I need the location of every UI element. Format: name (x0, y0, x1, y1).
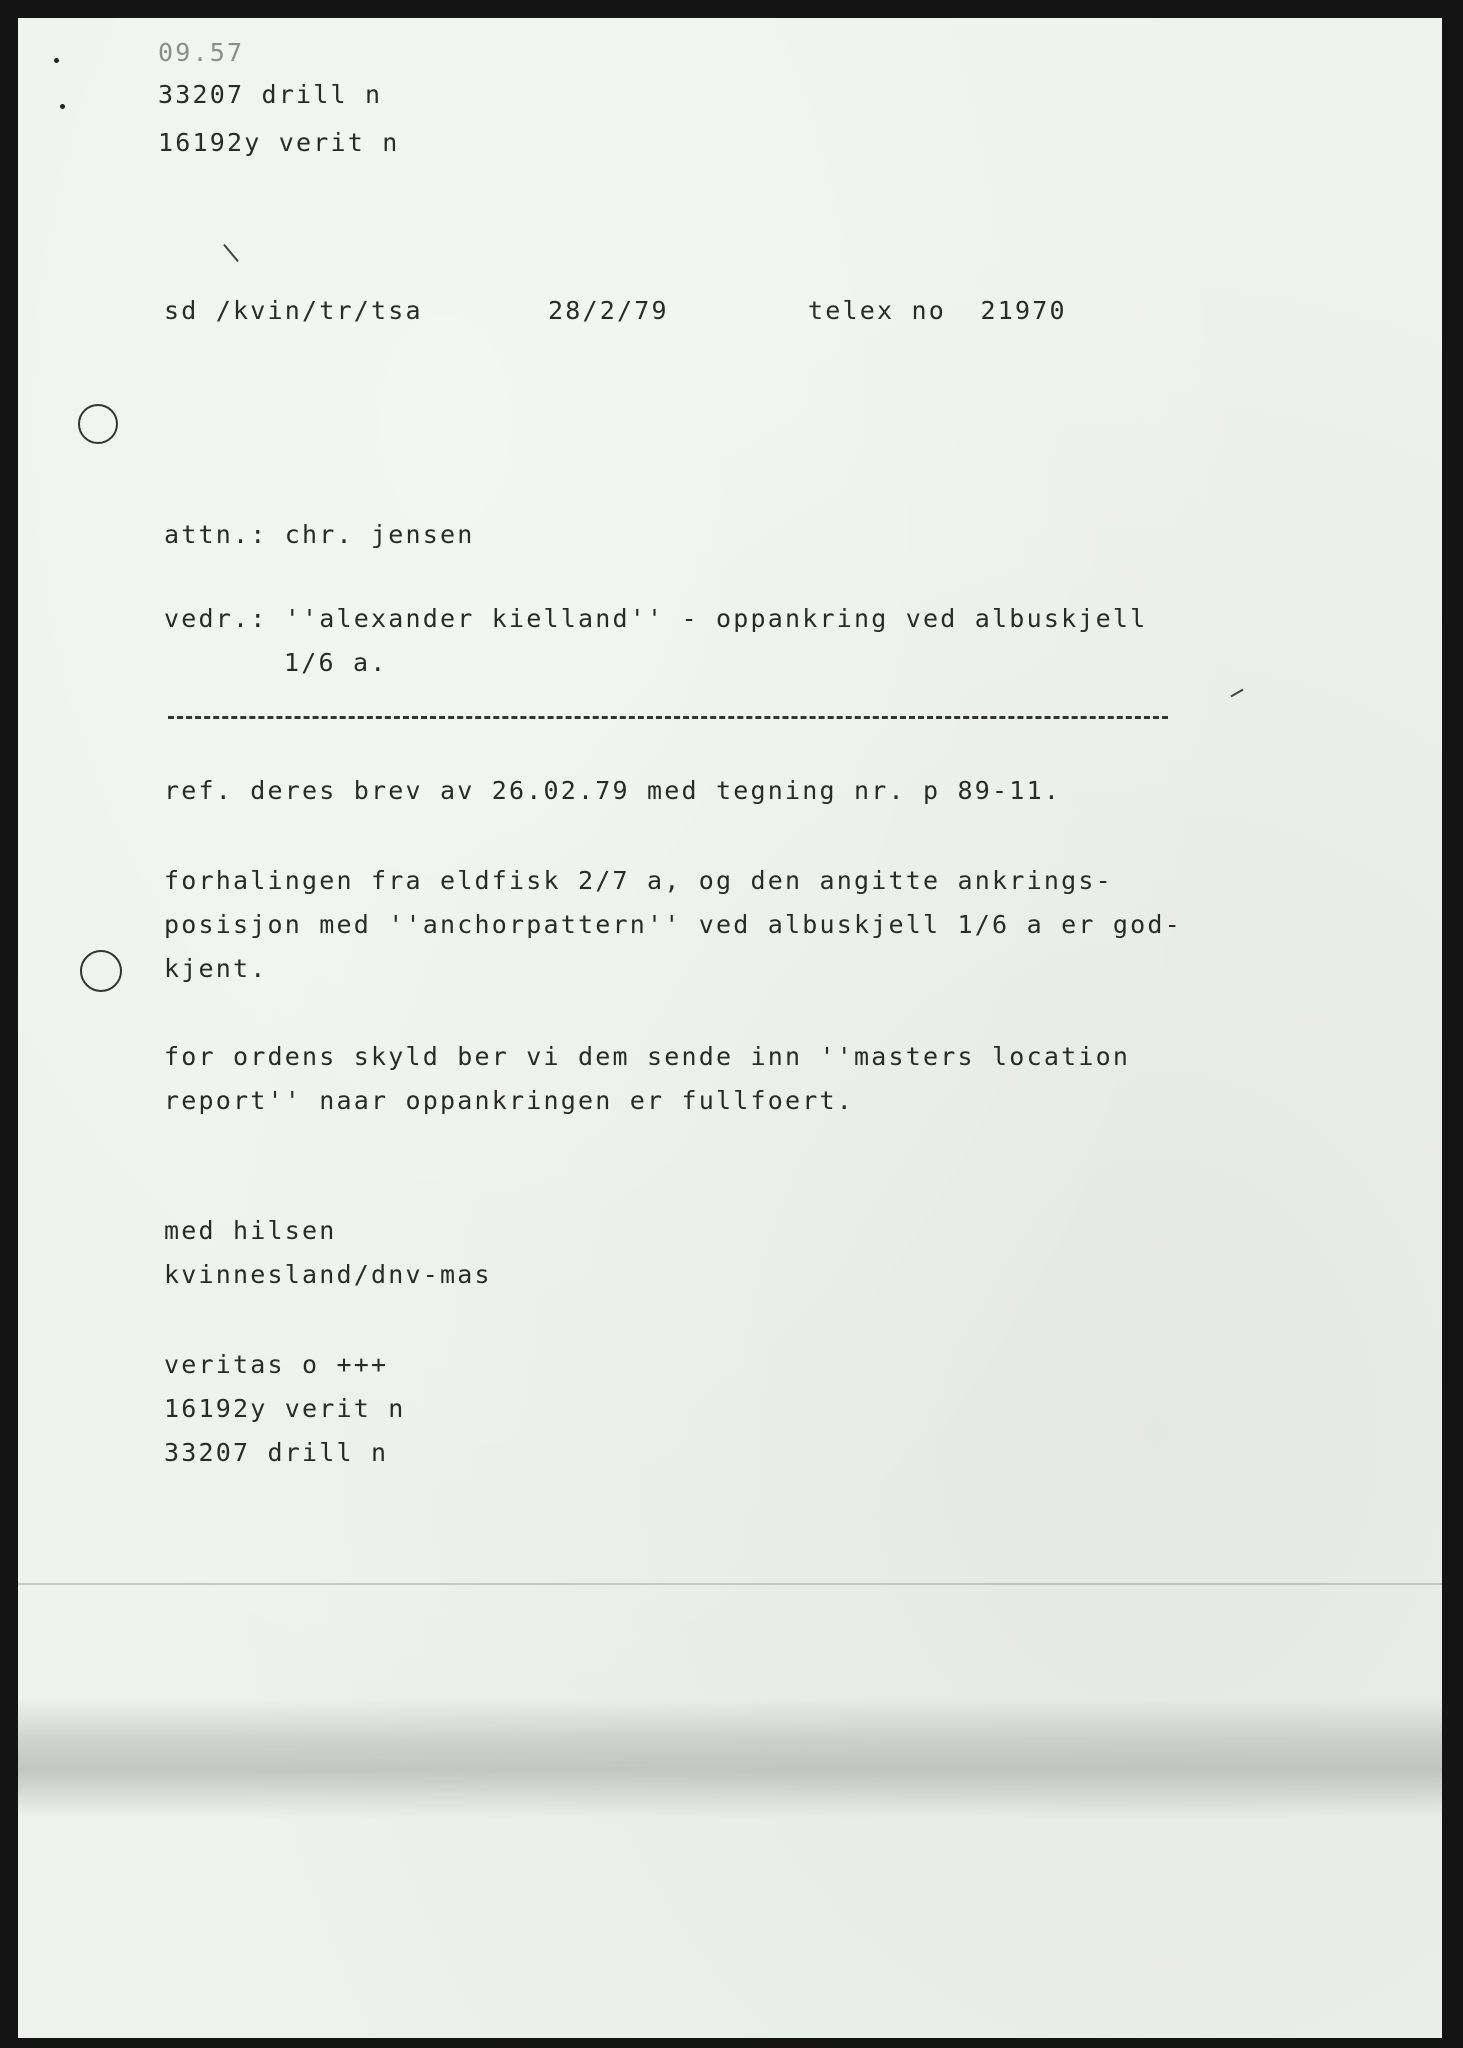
stray-mark (223, 244, 239, 262)
closing-signature: kvinnesland/dnv-mas (164, 1260, 492, 1289)
closing-greeting: med hilsen (164, 1216, 337, 1245)
header-code: 09.57 (158, 38, 245, 67)
subject-underline (168, 716, 1168, 719)
subject-line-2: 1/6 a. (284, 648, 388, 677)
scan-shadow-band (18, 1698, 1442, 1818)
sender-reference: sd /kvin/tr/tsa (164, 296, 423, 325)
reference-sentence: ref. deres brev av 26.02.79 med tegning nr. p 89-11. (164, 776, 1062, 805)
header-answerback-1: 33207 drill n (158, 80, 383, 109)
scan-fold-line (18, 1583, 1442, 1585)
document-page (18, 18, 1442, 2038)
attention-line: attn.: chr. jensen (164, 520, 475, 549)
message-date: 28/2/79 (548, 296, 669, 325)
header-answerback-2: 16192y verit n (158, 128, 400, 157)
telex-number: telex no 21970 (808, 296, 1067, 325)
subject-line-1: vedr.: ''alexander kielland'' - oppankring ved albuskjell (164, 604, 1148, 633)
paragraph-1-line-3: kjent. (164, 954, 268, 983)
paragraph-2-line-2: report'' naar oppankringen er fullfoert. (164, 1086, 855, 1115)
margin-dot (60, 104, 65, 109)
punch-hole-mark (78, 404, 118, 444)
paragraph-2-line-1: for ordens skyld ber vi dem sende inn ''masters location (164, 1042, 1131, 1071)
margin-dot (54, 58, 59, 63)
footer-answerback-1: 16192y verit n (164, 1394, 406, 1423)
footer-answerback-2: 33207 drill n (164, 1438, 389, 1467)
paragraph-1-line-2: posisjon med ''anchorpattern'' ved albuskjell 1/6 a er god- (164, 910, 1182, 939)
punch-hole-mark (80, 950, 122, 992)
stray-mark (1230, 689, 1243, 698)
paragraph-1-line-1: forhalingen fra eldfisk 2/7 a, og den angitte ankrings- (164, 866, 1113, 895)
footer-end-of-message: veritas o +++ (164, 1350, 389, 1379)
